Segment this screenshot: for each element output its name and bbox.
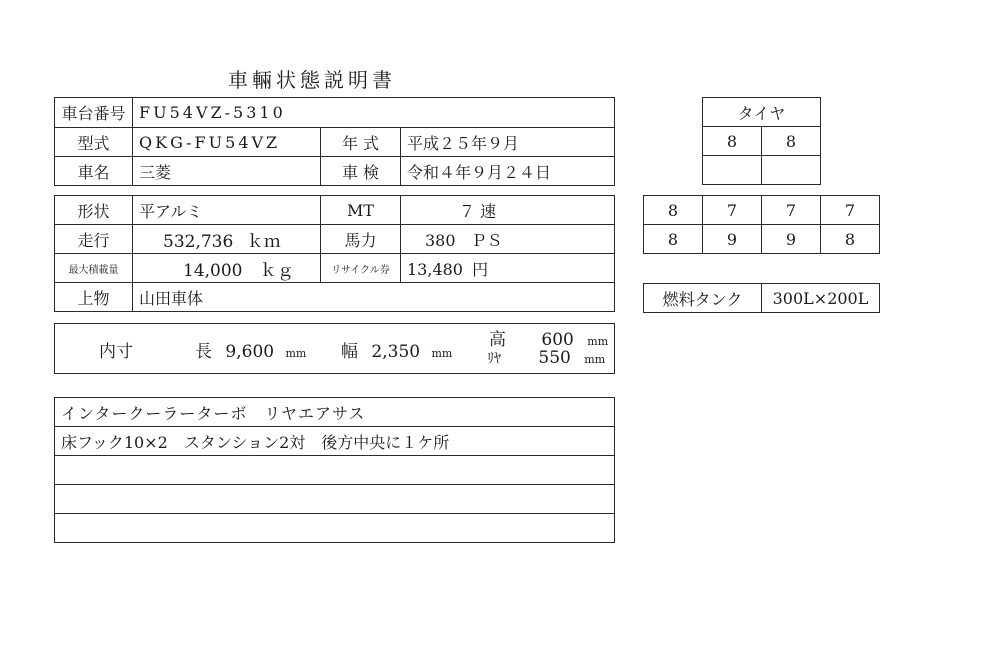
fuel-table: [643, 283, 880, 313]
tire-front2-right: [762, 156, 821, 185]
power-cell: [401, 225, 615, 254]
rear-height-unit: mm: [584, 353, 606, 366]
power-unit: ＰＳ: [470, 230, 503, 250]
note-line: 床フック10×2 スタンション2対 後方中央に１ケ所: [55, 427, 615, 456]
tire-rear-cell: 8: [644, 225, 703, 254]
inspection-value: 令和４年９月２４日: [401, 157, 615, 186]
model-value: QKG-FU54VZ: [133, 128, 321, 157]
height-label: 高: [489, 330, 506, 350]
recycle-label: リサイクル券: [321, 254, 401, 283]
note-line: インタークーラーターボ リヤエアサス: [55, 398, 615, 427]
mileage-label: 走行: [55, 225, 133, 254]
recycle-value: 13,480: [407, 259, 463, 279]
rear-height-label: ﾘﾔ: [487, 351, 501, 367]
height-unit: mm: [587, 335, 609, 348]
load-cell: [133, 254, 321, 283]
fuel-label: 燃料タンク: [644, 284, 762, 313]
dimensions-box: [54, 323, 615, 374]
tire-front-left: 8: [703, 127, 762, 156]
note-line: [55, 485, 615, 514]
length-group: [195, 337, 306, 362]
width-value: 2,350: [371, 342, 421, 362]
notes-table: [54, 397, 615, 543]
trans-label: MT: [321, 196, 401, 225]
upper-label: 上物: [55, 283, 133, 312]
recycle-unit: 円: [472, 259, 489, 279]
tire-rear-cell: 7: [703, 196, 762, 225]
width-unit: mm: [431, 347, 453, 360]
mileage-value: 532,736: [163, 231, 234, 252]
height-value: 600: [541, 330, 574, 350]
tire-label: タイヤ: [703, 98, 821, 127]
year-value: 平成２５年９月: [401, 128, 615, 157]
model-label: 型式: [55, 128, 133, 157]
width-label: 幅: [341, 342, 358, 362]
note-line: [55, 456, 615, 485]
tire-front2-left: [703, 156, 762, 185]
maker-label: 車名: [55, 157, 133, 186]
length-label: 長: [195, 342, 212, 362]
year-label: 年 式: [321, 128, 401, 157]
power-value: 380: [425, 230, 456, 250]
page-title: 車輛状態説明書: [228, 68, 396, 92]
tire-rear-cell: 7: [762, 196, 821, 225]
power-label: 馬力: [321, 225, 401, 254]
fuel-value: 300L×200L: [762, 284, 880, 313]
rear-height-value: 550: [538, 348, 571, 368]
tire-rear-cell: 7: [821, 196, 880, 225]
height-group: [489, 325, 608, 350]
length-unit: mm: [285, 347, 307, 360]
trans-value: ７ 速: [401, 196, 615, 225]
shape-label: 形状: [55, 196, 133, 225]
tire-front-right: 8: [762, 127, 821, 156]
note-line: [55, 514, 615, 543]
tire-rear-cell: 9: [703, 225, 762, 254]
chassis-label: 車台番号: [55, 98, 133, 128]
width-group: [341, 337, 452, 362]
upper-value: 山田車体: [133, 283, 615, 312]
load-unit: ｋｇ: [259, 260, 294, 281]
tire-rear-cell: 9: [762, 225, 821, 254]
tire-rear-cell: 8: [644, 196, 703, 225]
tire-rear-cell: 8: [821, 225, 880, 254]
dimensions-label: 内寸: [99, 342, 133, 362]
body-table: [54, 195, 615, 312]
load-label: 最大積載量: [55, 254, 133, 283]
rear-height-group: [487, 348, 605, 368]
chassis-value: FU54VZ-5310: [133, 98, 615, 128]
recycle-cell: [401, 254, 615, 283]
shape-value: 平アルミ: [133, 196, 321, 225]
spec-table: [54, 97, 615, 186]
inspection-label: 車 検: [321, 157, 401, 186]
load-value: 14,000: [183, 260, 243, 281]
mileage-cell: [133, 225, 321, 254]
tire-rear-table: [643, 195, 880, 254]
tire-front-table: [702, 97, 821, 185]
length-value: 9,600: [225, 342, 275, 362]
mileage-unit: ｋｍ: [246, 231, 281, 252]
maker-value: 三菱: [133, 157, 321, 186]
